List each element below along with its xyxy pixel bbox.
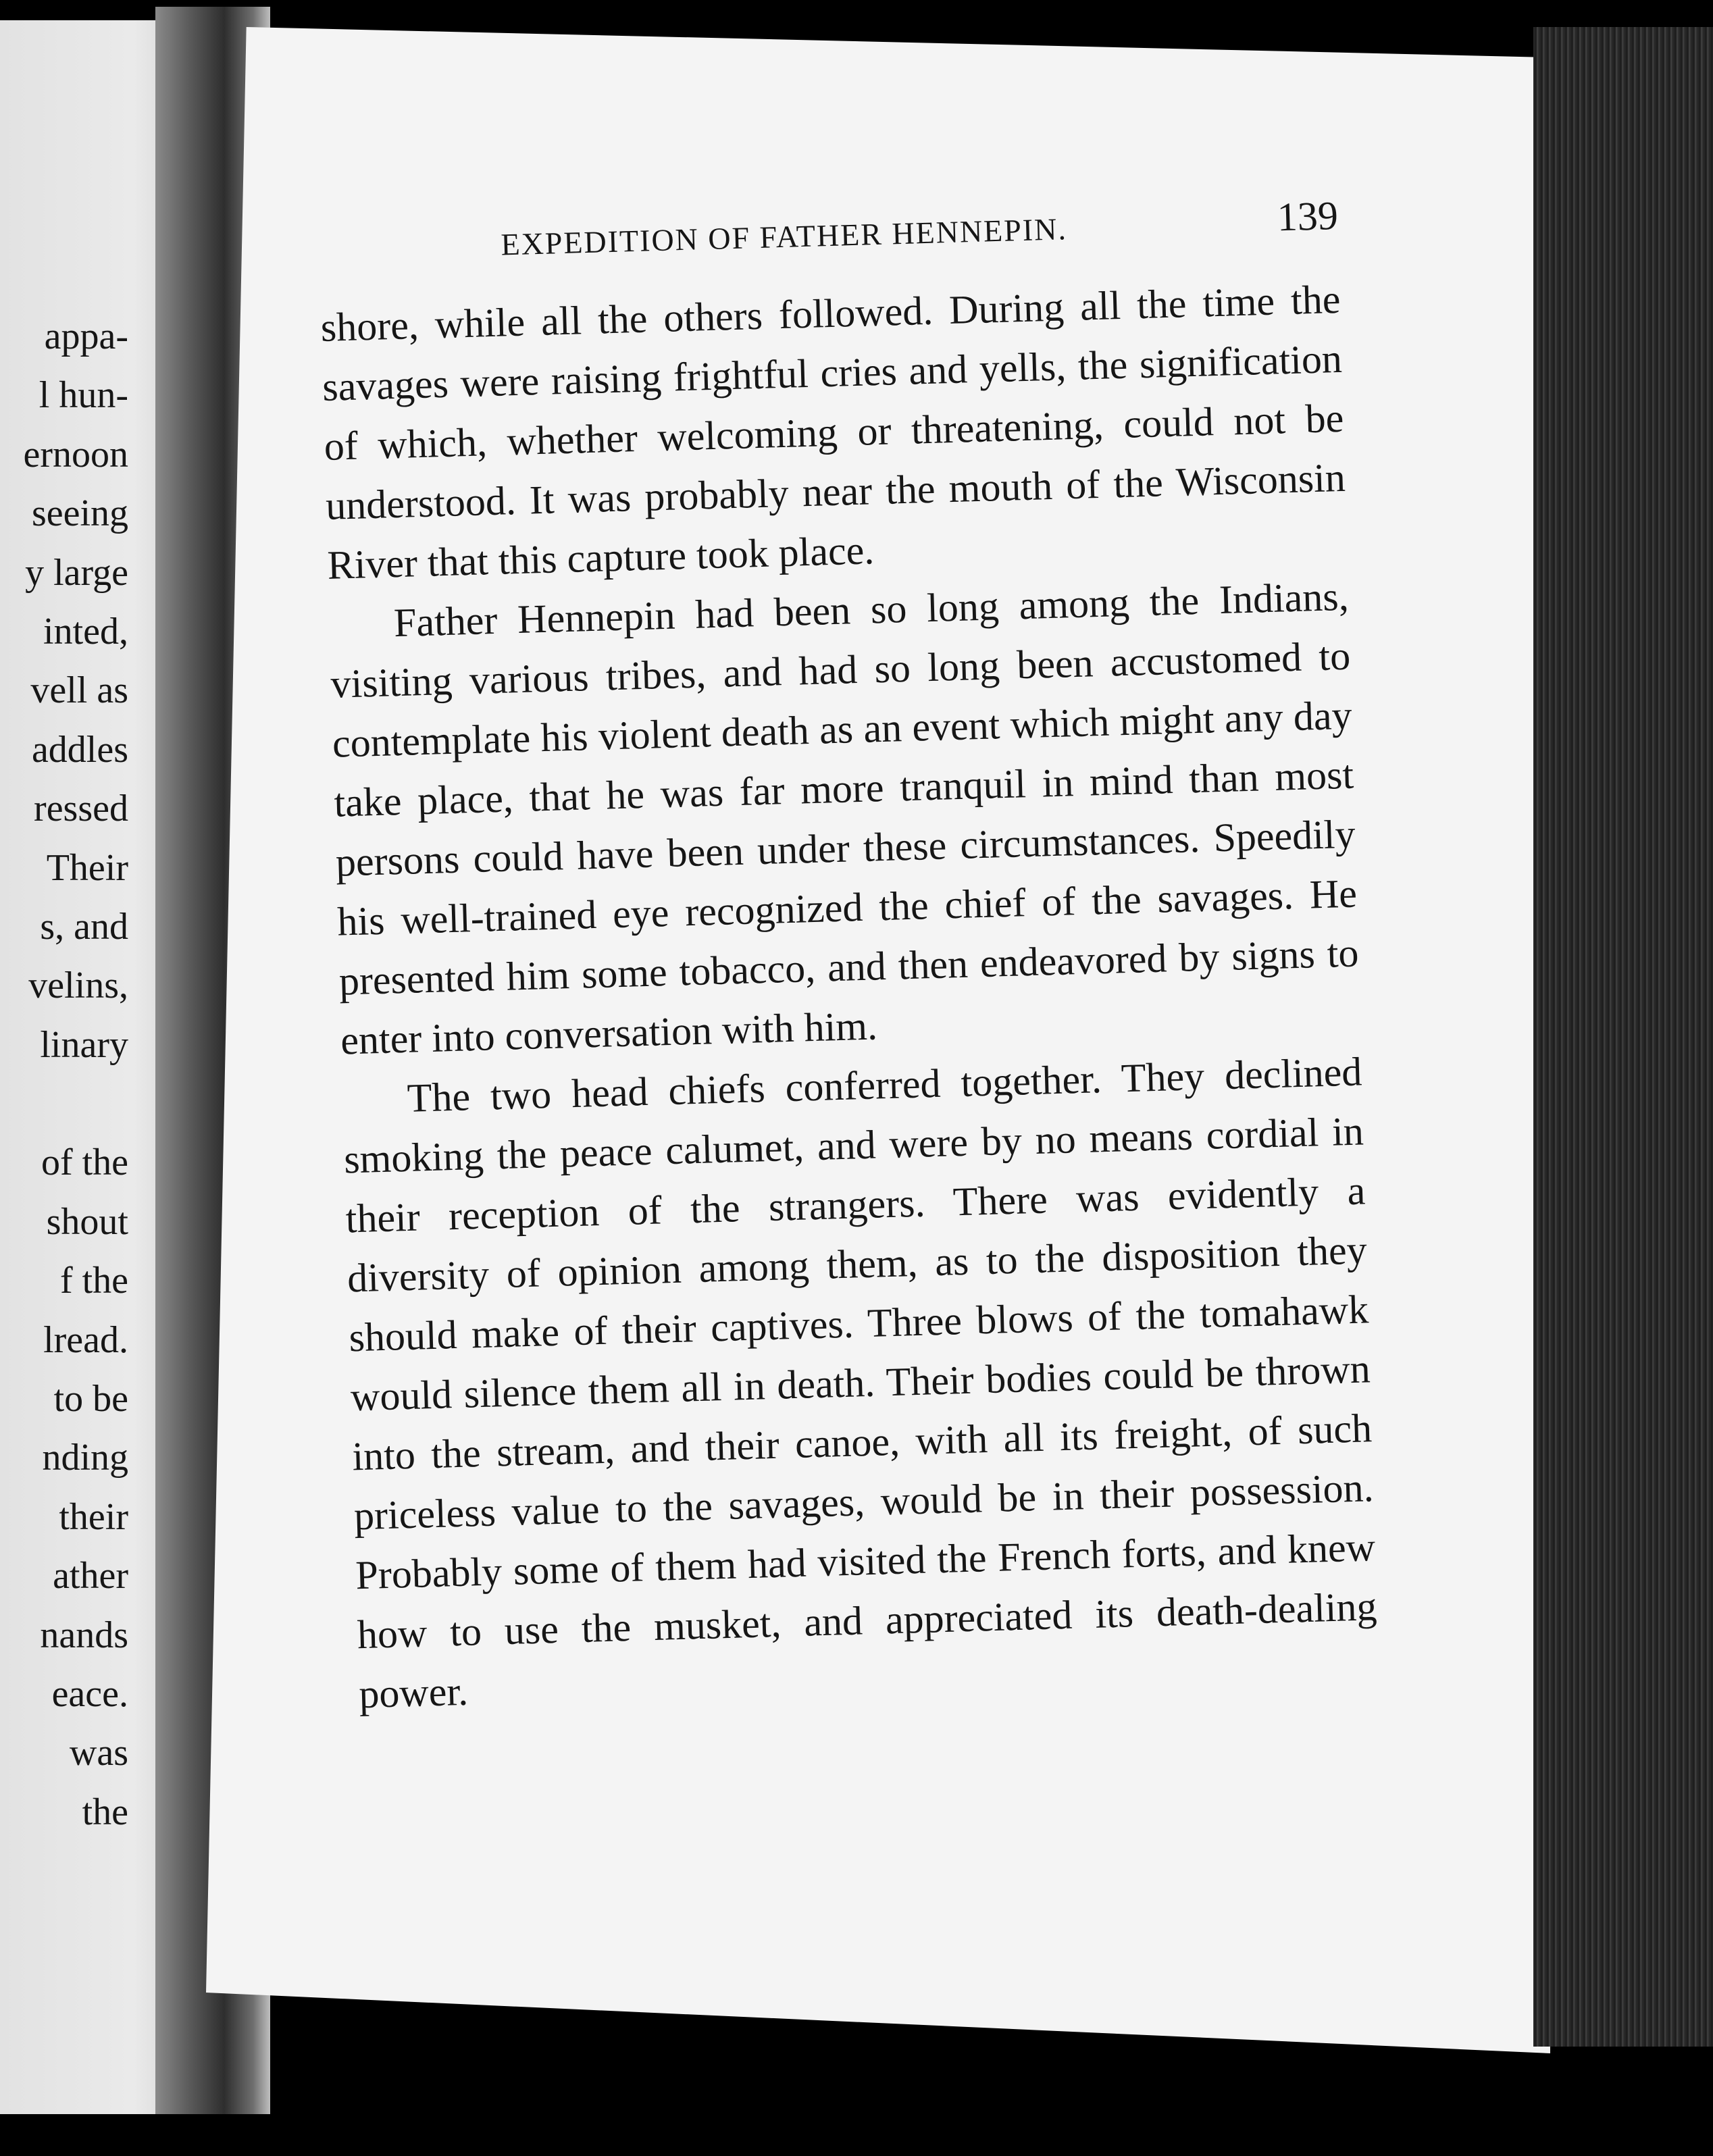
left-line: ressed	[34, 788, 128, 830]
left-line: seeing	[31, 492, 128, 535]
left-line: of the	[41, 1141, 128, 1184]
left-line: nands	[40, 1614, 128, 1656]
left-line: f the	[59, 1260, 128, 1302]
left-line	[0, 1075, 128, 1133]
left-line: Their	[46, 846, 128, 889]
page-edges	[1533, 27, 1713, 2047]
left-line: s, and	[40, 905, 128, 948]
running-head-title: EXPEDITION OF FATHER HENNEPIN.	[500, 211, 1068, 262]
left-page-text	[0, 307, 128, 1842]
left-line: shout	[46, 1200, 128, 1243]
left-line: vell as	[30, 669, 128, 712]
left-line: to be	[53, 1378, 128, 1420]
body-text	[320, 270, 1379, 1724]
left-line: y large	[25, 551, 128, 594]
left-line: ernoon	[23, 433, 128, 476]
left-line: the	[82, 1791, 128, 1833]
left-line: lread.	[43, 1318, 128, 1361]
page-number: 139	[1276, 192, 1339, 240]
left-line: linary	[40, 1023, 128, 1066]
left-line: inted,	[43, 610, 128, 652]
paragraph: Father Hennepin had been so long among the Indians, visiting various tribes, and had so long been accustomed to contemplate his violent death as an event which might any day take place, that he was far more tranquil in mind than most persons could have been under these circumstances. Speedily his well-trained eye recognized the chief of the savages. He presented him some tobacco, and then endeavored by signs to enter into conversation with him.	[330, 573, 1360, 1063]
left-line: l hun-	[39, 374, 128, 417]
left-line: ather	[53, 1555, 128, 1597]
paragraph: shore, while all the others followed. During all the time the savages were raising frightful cries and yells, the signification of which, whether welcoming or threatening, could not be understood. It was probably near the mouth of the Wisconsin River that this capture took place.	[319, 276, 1346, 588]
right-page-content	[317, 188, 1379, 1724]
left-line: velins,	[28, 965, 128, 1007]
left-line: was	[69, 1732, 128, 1774]
left-line: nding	[42, 1437, 128, 1479]
left-line: appa-	[44, 315, 128, 357]
left-line: eace.	[51, 1672, 128, 1715]
paragraph: The two head chiefs conferred together. They declined smoking the peace calumet, and were by no means cordial in their reception of the strangers. There was evidently a diversity of opinion among them, as to the disposition they should make of their captives. Three blows of the tomahawk would silence them all in death. Their bodies could be thrown into the stream, and their canoe, with all its freight, of such priceless value to the savages, would be in their possession. Probably some of them had visited the French forts, and knew how to use the musket, and appreciated its death-dealing power.	[343, 1049, 1378, 1717]
left-line: addles	[31, 728, 128, 771]
left-line: their	[59, 1495, 128, 1538]
